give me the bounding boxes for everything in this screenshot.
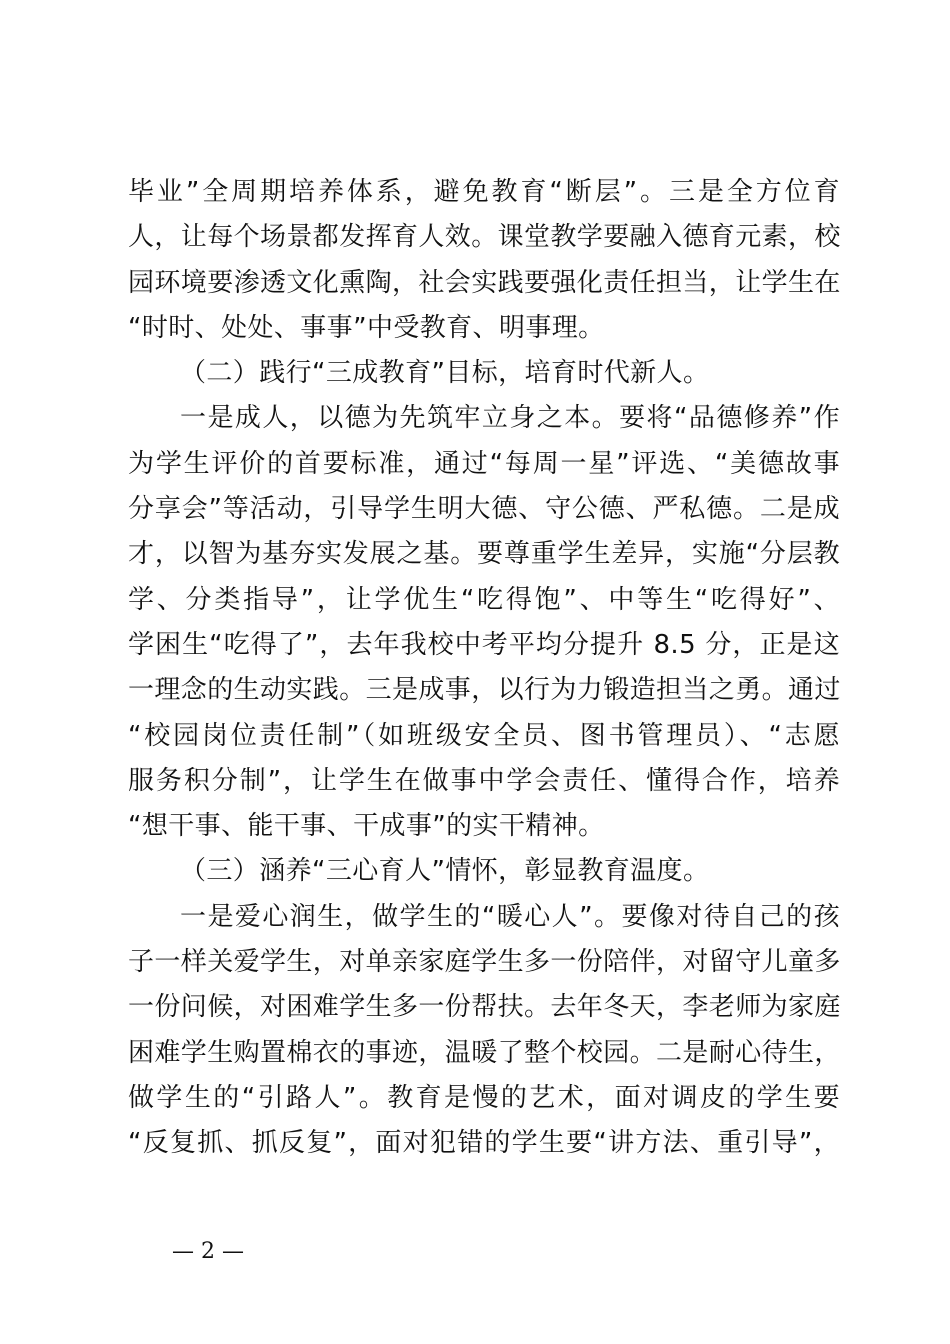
text-line: （二）践行“三成教育”目标，培育时代新人。 — [180, 358, 710, 389]
page-number: — 2 — — [172, 1239, 244, 1264]
text-line: 为学生评价的首要标准，通过“每周一星”评选、“美德故事 — [128, 448, 840, 479]
text-line: “时时、处处、事事”中受教育、明事理。 — [128, 312, 605, 343]
text-line: 子一样关爱学生，对单亲家庭学生多一份陪伴，对留守儿童多 — [128, 947, 841, 978]
text-line: 毕业”全周期培养体系，避免教育“断层”。三是全方位育 — [128, 177, 840, 207]
text-line: 做学生的“引路人”。教育是慢的艺术，面对调皮的学生要 — [128, 1082, 840, 1113]
text-line: 人，让每个场景都发挥育人效。课堂教学要融入德育元素，校 — [128, 222, 841, 253]
text-line: 园环境要渗透文化熏陶，社会实践要强化责任担当，让学生在 — [128, 267, 841, 298]
text-line: 分享会”等活动，引导学生明大德、守公德、严私德。二是成 — [128, 494, 840, 525]
text-line: 一理念的生动实践。三是成事，以行为力锻造担当之勇。通过 — [128, 675, 841, 706]
body-text — [128, 170, 840, 1167]
text-line: 学、分类指导”，让学优生“吃得饱”、中等生“吃得好”、 — [128, 584, 840, 615]
text-line: （三）涵养“三心育人”情怀，彰显教育温度。 — [180, 856, 710, 887]
text-line: 一是爱心润生，做学生的“暖心人”。要像对待自己的孩 — [180, 901, 840, 932]
text-line: 学困生“吃得了”，去年我校中考平均分提升 8.5 分，正是这 — [128, 629, 840, 660]
text-line: “反复抓、抓反复”，面对犯错的学生要“讲方法、重引导”， — [128, 1128, 840, 1159]
text-line: 才，以智为基夯实发展之基。要尊重学生差异，实施“分层教 — [128, 539, 840, 570]
text-line: 困难学生购置棉衣的事迹，温暖了整个校园。二是耐心待生， — [128, 1037, 841, 1068]
text-line: 服务积分制”，让学生在做事中学会责任、懂得合作，培养 — [128, 765, 840, 796]
text-line: 一份问候，对困难学生多一份帮扶。去年冬天，李老师为家庭 — [128, 992, 841, 1023]
text-line: “校园岗位责任制”（如班级安全员、图书管理员）、“志愿 — [128, 720, 840, 751]
text-line: “想干事、能干事、干成事”的实干精神。 — [128, 811, 605, 842]
text-line: 一是成人，以德为先筑牢立身之本。要将“品德修养”作 — [180, 403, 840, 434]
